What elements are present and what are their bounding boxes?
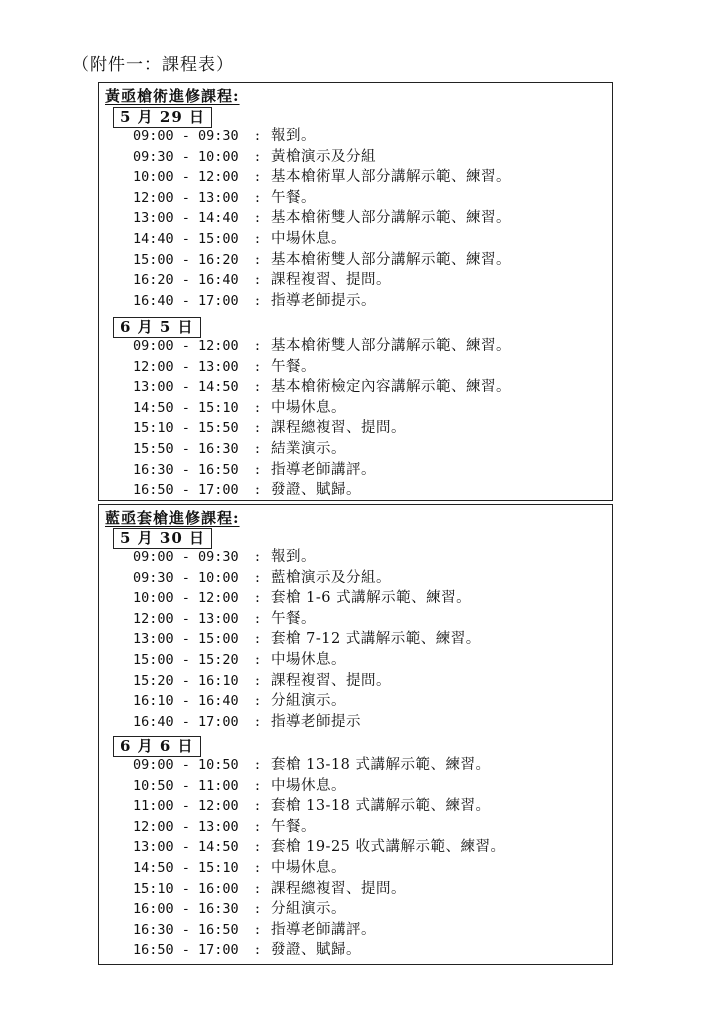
schedule-row (133, 208, 511, 229)
separator: : (255, 942, 260, 959)
activity-description: 課程複習、提問。 (271, 672, 391, 689)
activity-description: 基本槍術雙人部分講解示範、練習。 (271, 338, 511, 354)
time-range: 14:50 - 15:10 (133, 860, 239, 876)
schedule-row (133, 418, 406, 439)
separator: : (255, 272, 260, 289)
activity-description: 基本槍術雙人部分講解示範、練習。 (271, 251, 511, 268)
time-range: 12:00 - 13:00 (133, 358, 239, 375)
schedule-row (133, 147, 376, 168)
time-range: 16:40 - 17:00 (133, 292, 239, 309)
time-range: 15:20 - 16:10 (133, 672, 239, 689)
time-range: 13:00 - 14:50 (133, 379, 239, 396)
schedule-row (133, 920, 376, 941)
activity-description: 指導老師提示。 (271, 292, 376, 309)
time-range: 16:50 - 17:00 (133, 482, 239, 499)
time-range: 16:50 - 17:00 (133, 942, 239, 959)
activity-description: 午餐。 (271, 358, 316, 375)
time-range: 12:00 - 13:00 (133, 189, 239, 206)
schedule-row (133, 817, 316, 838)
activity-description: 中場休息。 (271, 860, 346, 876)
time-range: 15:00 - 16:20 (133, 251, 239, 268)
activity-description: 課程複習、提問。 (271, 272, 391, 289)
activity-description: 基本槍術檢定內容講解示範、練習。 (271, 379, 511, 396)
time-range: 10:50 - 11:00 (133, 777, 239, 794)
activity-description: 中場休息。 (271, 231, 346, 247)
time-range: 16:40 - 17:00 (133, 713, 239, 730)
time-range: 13:00 - 14:50 (133, 839, 239, 856)
schedule-row (133, 879, 406, 900)
schedule-row (133, 671, 391, 692)
activity-description: 基本槍術雙人部分講解示範、練習。 (271, 210, 511, 227)
separator: : (255, 672, 260, 689)
time-range: 13:00 - 15:00 (133, 631, 239, 648)
schedule-row (133, 377, 511, 398)
separator: : (255, 231, 260, 247)
activity-description: 黃槍演示及分組 (271, 148, 376, 165)
date-label: 6 月 5 日 (113, 317, 201, 338)
separator: : (255, 798, 260, 815)
schedule-row (133, 480, 361, 501)
activity-description: 套槍 1-6 式講解示範、練習。 (271, 590, 472, 607)
schedule-row (133, 588, 471, 609)
activity-description: 課程總複習、提問。 (271, 420, 406, 437)
time-range: 10:00 - 12:00 (133, 590, 239, 607)
activity-description: 發證、賦歸。 (271, 942, 361, 959)
time-range: 16:30 - 16:50 (133, 461, 239, 478)
activity-description: 分組演示。 (271, 693, 346, 710)
time-range: 09:00 - 12:00 (133, 338, 239, 354)
schedule-row (133, 398, 346, 419)
time-range: 16:10 - 16:40 (133, 693, 239, 710)
separator: : (255, 860, 260, 876)
activity-description: 基本槍術單人部分講解示範、練習。 (271, 169, 511, 186)
schedule-row (133, 796, 491, 817)
schedule-row (133, 229, 346, 250)
separator: : (255, 441, 260, 457)
schedule-row (133, 691, 346, 712)
schedule-row (133, 776, 346, 797)
schedule-row (133, 336, 511, 357)
separator: : (255, 420, 260, 437)
activity-description: 藍槍演示及分組。 (271, 569, 391, 586)
separator: : (255, 358, 260, 375)
separator: : (255, 901, 260, 918)
activity-description: 指導老師提示 (271, 713, 361, 730)
separator: : (255, 569, 260, 586)
schedule-row (133, 609, 316, 630)
separator: : (255, 169, 260, 186)
separator: : (255, 757, 260, 773)
activity-description: 午餐。 (271, 610, 316, 627)
time-range: 09:00 - 09:30 (133, 128, 239, 144)
time-range: 16:00 - 16:30 (133, 901, 239, 918)
activity-description: 套槍 13-18 式講解示範、練習。 (271, 798, 491, 815)
separator: : (255, 210, 260, 227)
schedule-row (133, 858, 346, 879)
separator: : (255, 461, 260, 478)
schedule-row (133, 167, 511, 188)
separator: : (255, 399, 260, 416)
schedule-row (133, 188, 316, 209)
activity-description: 結業演示。 (271, 441, 346, 457)
time-range: 16:30 - 16:50 (133, 921, 239, 938)
schedule-row (133, 899, 346, 920)
activity-description: 報到。 (271, 549, 316, 565)
separator: : (255, 631, 260, 648)
activity-description: 發證、賦歸。 (271, 482, 361, 499)
separator: : (255, 251, 260, 268)
separator: : (255, 839, 260, 856)
separator: : (255, 818, 260, 835)
time-range: 09:30 - 10:00 (133, 148, 239, 165)
schedule-row (133, 837, 506, 858)
separator: : (255, 128, 260, 144)
activity-description: 報到。 (271, 128, 316, 144)
activity-description: 指導老師講評。 (271, 921, 376, 938)
time-range: 09:00 - 10:50 (133, 757, 239, 773)
time-range: 15:10 - 15:50 (133, 420, 239, 437)
schedule-row (133, 460, 376, 481)
activity-description: 套槍 19-25 收式講解示範、練習。 (271, 839, 506, 856)
activity-description: 中場休息。 (271, 399, 346, 416)
page-title: （附件一：課程表） (72, 55, 234, 75)
date-label: 6 月 6 日 (113, 736, 201, 757)
activity-description: 午餐。 (271, 818, 316, 835)
schedule-row (133, 250, 511, 271)
schedule-row (133, 940, 361, 961)
separator: : (255, 610, 260, 627)
time-range: 13:00 - 14:40 (133, 210, 239, 227)
separator: : (255, 482, 260, 499)
schedule-row (133, 650, 346, 671)
separator: : (255, 338, 260, 354)
activity-description: 分組演示。 (271, 901, 346, 918)
activity-description: 中場休息。 (271, 652, 346, 668)
activity-description: 套槍 7-12 式講解示範、練習。 (271, 631, 481, 648)
schedule-row (133, 755, 491, 776)
time-range: 12:00 - 13:00 (133, 610, 239, 627)
schedule-row (133, 629, 481, 650)
separator: : (255, 148, 260, 165)
course-box-blue (98, 504, 613, 965)
schedule-row (133, 547, 316, 568)
schedule-row (133, 712, 361, 733)
course-box-yellow (98, 82, 613, 501)
separator: : (255, 652, 260, 668)
schedule-row (133, 270, 391, 291)
date-label: 5 月 29 日 (113, 107, 212, 128)
schedule-row (133, 357, 316, 378)
time-range: 14:40 - 15:00 (133, 231, 239, 247)
course-title: 藍亟套槍進修課程: (105, 509, 240, 527)
time-range: 15:00 - 15:20 (133, 652, 239, 668)
course-title: 黃亟槍術進修課程: (105, 87, 240, 105)
schedule-row (133, 439, 346, 460)
activity-description: 中場休息。 (271, 777, 346, 794)
date-label: 5 月 30 日 (113, 528, 212, 549)
separator: : (255, 921, 260, 938)
time-range: 15:10 - 16:00 (133, 880, 239, 897)
schedule-row (133, 126, 316, 147)
activity-description: 午餐。 (271, 189, 316, 206)
separator: : (255, 880, 260, 897)
separator: : (255, 189, 260, 206)
separator: : (255, 777, 260, 794)
activity-description: 課程總複習、提問。 (271, 880, 406, 897)
separator: : (255, 549, 260, 565)
separator: : (255, 693, 260, 710)
time-range: 15:50 - 16:30 (133, 441, 239, 457)
time-range: 11:00 - 12:00 (133, 798, 239, 815)
time-range: 09:30 - 10:00 (133, 569, 239, 586)
separator: : (255, 713, 260, 730)
activity-description: 套槍 13-18 式講解示範、練習。 (271, 757, 491, 773)
time-range: 16:20 - 16:40 (133, 272, 239, 289)
time-range: 12:00 - 13:00 (133, 818, 239, 835)
time-range: 09:00 - 09:30 (133, 549, 239, 565)
time-range: 14:50 - 15:10 (133, 399, 239, 416)
schedule-row (133, 568, 391, 589)
separator: : (255, 292, 260, 309)
activity-description: 指導老師講評。 (271, 461, 376, 478)
separator: : (255, 379, 260, 396)
separator: : (255, 590, 260, 607)
schedule-row (133, 291, 376, 312)
time-range: 10:00 - 12:00 (133, 169, 239, 186)
